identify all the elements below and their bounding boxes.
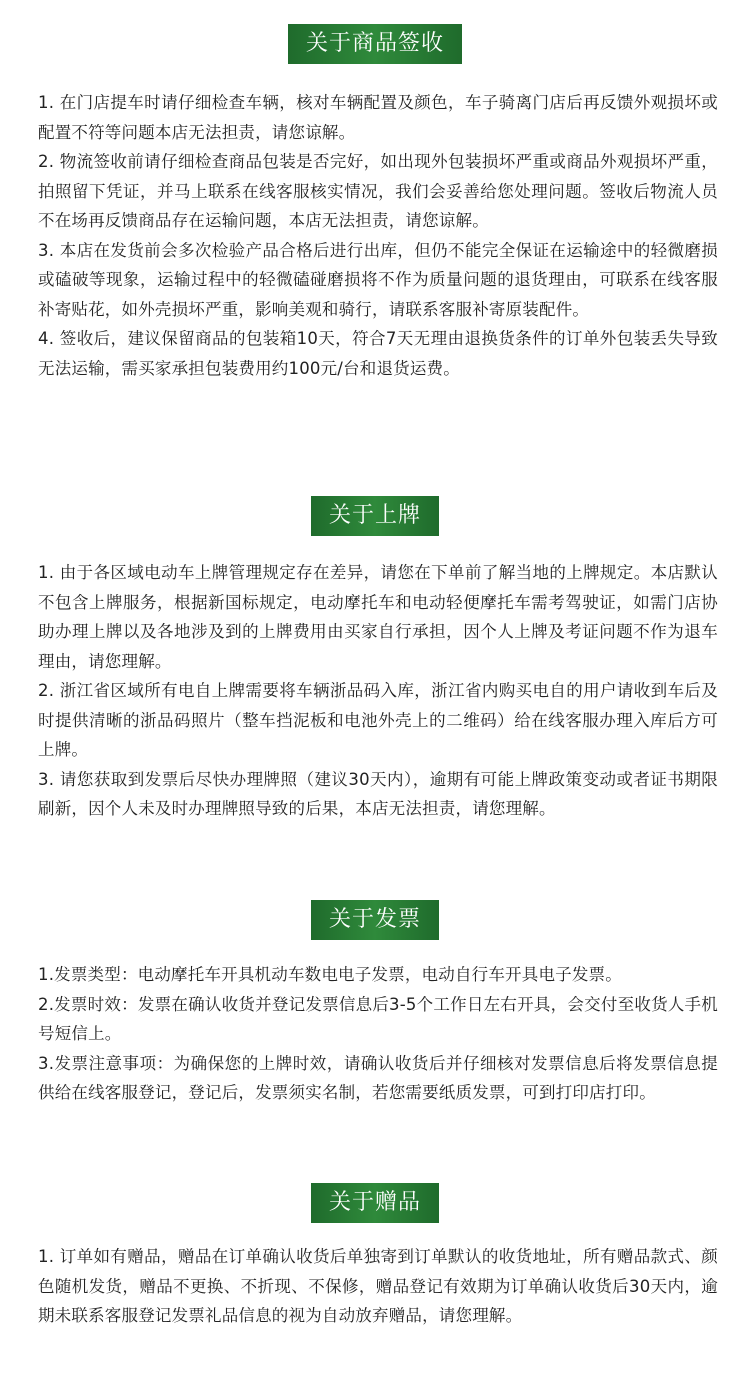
section-gifts	[0, 1183, 750, 1325]
paragraph: 1.发票类型：电动摩托车开具机动车数电电子发票，电动自行车开具电子发票。	[38, 965, 622, 984]
section-title: 关于赠品	[311, 1183, 439, 1223]
paragraph: 1. 订单如有赠品，赠品在订单确认收货后单独寄到订单默认的收货地址，所有赠品款式、颜色随机发货，赠品不更换、不折现、不保修，赠品登记有效期为订单确认收货后30天内，逾期未联系客服登记发票礼品信息的视为自动放弃赠品，请您理解。	[38, 1247, 718, 1325]
section-title: 关于发票	[311, 900, 439, 940]
paragraph: 3. 本店在发货前会多次检验产品合格后进行出库，但仍不能完全保证在运输途中的轻微磨损或磕破等现象，运输过程中的轻微磕碰磨损将不作为质量问题的退货理由，可联系在线客服补寄贴花，如外壳损坏严重，影响美观和骑行，请联系客服补寄原装配件。	[38, 240, 718, 319]
paragraph: 4. 签收后，建议保留商品的包装箱10天，符合7天无理由退换货条件的订单外包装丢失导致无法运输，需买家承担包装费用约100元/台和退货运费。	[38, 329, 718, 378]
section-title: 关于上牌	[311, 496, 439, 536]
paragraph: 1. 在门店提车时请仔细检查车辆，核对车辆配置及颜色，车子骑离门店后再反馈外观损坏或配置不符等问题本店无法担责，请您谅解。	[38, 93, 718, 142]
paragraph: 2. 浙江省区域所有电自上牌需要将车辆浙品码入库，浙江省内购买电自的用户请收到车后及时提供清晰的浙品码照片（整车挡泥板和电池外壳上的二维码）给在线客服办理入库后方可上牌。	[38, 681, 718, 759]
paragraph: 2.发票时效：发票在确认收货并登记发票信息后3-5个工作日左右开具，会交付至收货人手机号短信上。	[38, 994, 718, 1043]
paragraph: 3. 请您获取到发票后尽快办理牌照（建议30天内），逾期有可能上牌政策变动或者证书期限刷新，因个人未及时办理牌照导致的后果，本店无法担责，请您理解。	[38, 769, 718, 818]
section-invoice	[0, 900, 750, 1102]
section-title: 关于商品签收	[288, 24, 462, 64]
paragraph: 2. 物流签收前请仔细检查商品包装是否完好，如出现外包装损坏严重或商品外观损坏严重，拍照留下凭证，并马上联系在线客服核实情况，我们会妥善给您处理问题。签收后物流人员不在场再反馈商品存在运输问题，本店无法担责，请您谅解。	[38, 152, 718, 230]
section-receipt	[0, 24, 750, 378]
section-license-plate	[0, 496, 750, 818]
paragraph: 3.发票注意事项：为确保您的上牌时效，请确认收货后并仔细核对发票信息后将发票信息提供给在线客服登记，登记后，发票须实名制，若您需要纸质发票，可到打印店打印。	[38, 1053, 718, 1102]
paragraph: 1. 由于各区域电动车上牌管理规定存在差异，请您在下单前了解当地的上牌规定。本店默认不包含上牌服务，根据新国标规定，电动摩托车和电动轻便摩托车需考驾驶证，如需门店协助办理上牌以及各地涉及到的上牌费用由买家自行承担，因个人上牌及考证问题不作为退车理由，请您理解。	[38, 563, 718, 671]
